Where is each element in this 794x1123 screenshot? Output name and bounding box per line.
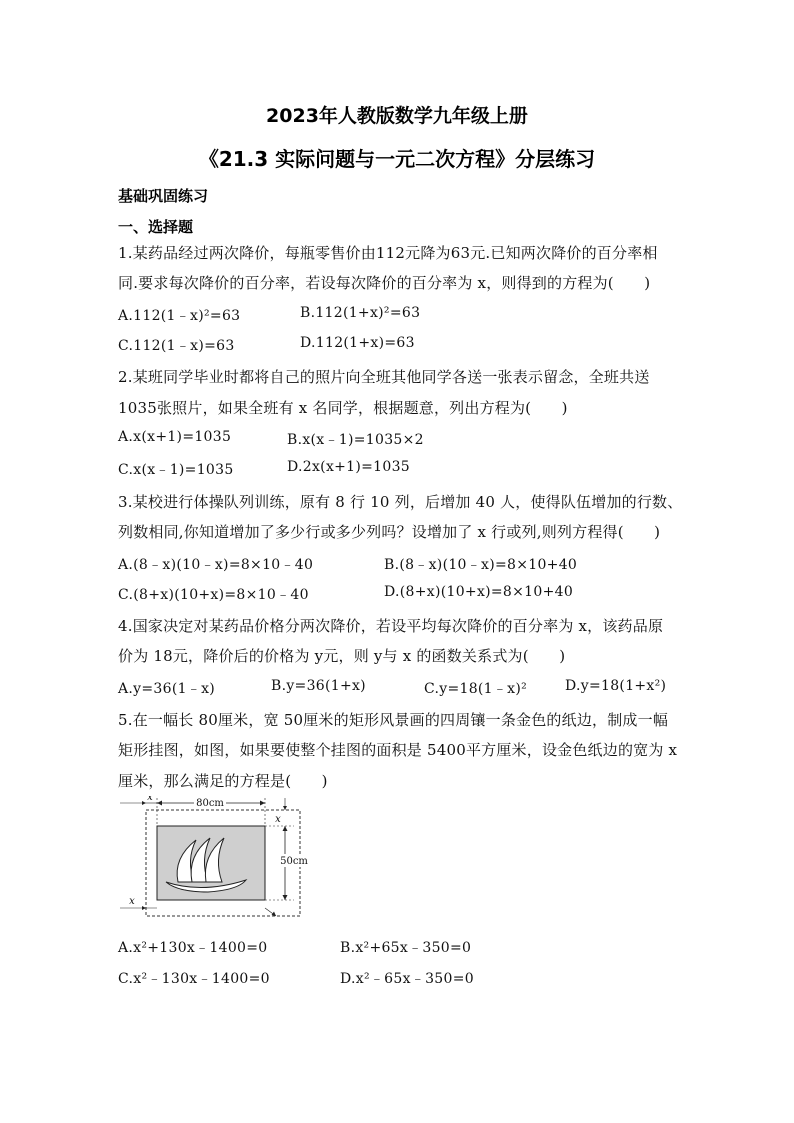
q1-option-c: C.112(1﹣x)=63 bbox=[118, 338, 235, 354]
border-width-label-bottom: x bbox=[129, 896, 135, 907]
q5-option-d: D.x²﹣65x﹣350=0 bbox=[340, 971, 474, 987]
section-heading: 基础巩固练习 bbox=[118, 187, 209, 205]
q4-option-b: B.y=36(1+x) bbox=[271, 678, 366, 694]
q1-option-b: B.112(1+x)²=63 bbox=[300, 305, 421, 321]
q5-text-line-1: 5.在一幅长 80厘米，宽 50厘米的矩形风景画的四周镶一条金色的纸边，制成一幅 bbox=[118, 711, 669, 729]
q1-option-d: D.112(1+x)=63 bbox=[300, 335, 415, 351]
q5-option-b: B.x²+65x﹣350=0 bbox=[340, 940, 472, 956]
q2-text-line-2: 1035张照片，如果全班有 x 名同学，根据题意，列出方程为( ) bbox=[118, 399, 568, 417]
q4-option-c: C.y=18(1﹣x)² bbox=[424, 681, 528, 697]
q1-text-line-2: 同.要求每次降价的百分率，若设每次降价的百分率为 x，则得到的方程为( ) bbox=[118, 274, 651, 292]
q5-text-line-3: 厘米，那么满足的方程是( ) bbox=[118, 772, 328, 790]
width-label: 80cm bbox=[196, 798, 224, 809]
q4-text-line-1: 4.国家决定对某药品价格分两次降价，若设平均每次降价的百分率为 x，该药品原 bbox=[118, 617, 664, 635]
framed-picture-diagram bbox=[118, 796, 328, 922]
q5-text-line-2: 矩形挂图，如图，如果要使整个挂图的面积是 5400平方厘米，设金色纸边的宽为 x bbox=[118, 741, 678, 759]
q4-option-a: A.y=36(1﹣x) bbox=[118, 681, 216, 697]
document-subtitle: 《21.3 实际问题与一元二次方程》分层练习 bbox=[198, 147, 596, 171]
q2-option-a: A.x(x+1)=1035 bbox=[118, 429, 232, 445]
q3-text-line-2: 列数相同,你知道增加了多少行或多少列吗？设增加了 x 行或列,则列方程得( ) bbox=[118, 523, 661, 541]
q3-option-b: B.(8﹣x)(10﹣x)=8×10+40 bbox=[384, 557, 578, 573]
q3-text-line-1: 3.某校进行体操队列训练，原有 8 行 10 列，后增加 40 人，使得队伍增加的行数、 bbox=[118, 493, 683, 511]
q2-option-b: B.x(x﹣1)=1035×2 bbox=[287, 432, 424, 448]
part-heading: 一、选择题 bbox=[118, 218, 194, 236]
border-width-label-right: x bbox=[275, 814, 281, 825]
q3-option-a: A.(8﹣x)(10﹣x)=8×10﹣40 bbox=[118, 557, 314, 573]
q2-text-line-1: 2.某班同学毕业时都将自己的照片向全班其他同学各送一张表示留念，全班共送 bbox=[118, 368, 650, 386]
q1-option-a: A.112(1﹣x)²=63 bbox=[118, 308, 241, 324]
q5-option-c: C.x²﹣130x﹣1400=0 bbox=[118, 971, 270, 987]
q4-text-line-2: 价为 18元，降价后的价格为 y元，则 y与 x 的函数关系式为( ) bbox=[118, 647, 566, 665]
q3-option-c: C.(8+x)(10+x)=8×10﹣40 bbox=[118, 587, 309, 603]
q4-option-d: D.y=18(1+x²) bbox=[565, 678, 667, 694]
q2-option-c: C.x(x﹣1)=1035 bbox=[118, 462, 234, 478]
q3-option-d: D.(8+x)(10+x)=8×10+40 bbox=[384, 584, 574, 600]
q1-text-line-1: 1.某药品经过两次降价，每瓶零售价由112元降为63元.已知两次降价的百分率相 bbox=[118, 244, 658, 262]
height-label: 50cm bbox=[280, 856, 308, 867]
document-title: 2023年人教版数学九年级上册 bbox=[266, 105, 528, 127]
border-width-label-top: x bbox=[147, 796, 153, 803]
q2-option-d: D.2x(x+1)=1035 bbox=[287, 459, 410, 475]
q5-option-a: A.x²+130x﹣1400=0 bbox=[118, 940, 268, 956]
